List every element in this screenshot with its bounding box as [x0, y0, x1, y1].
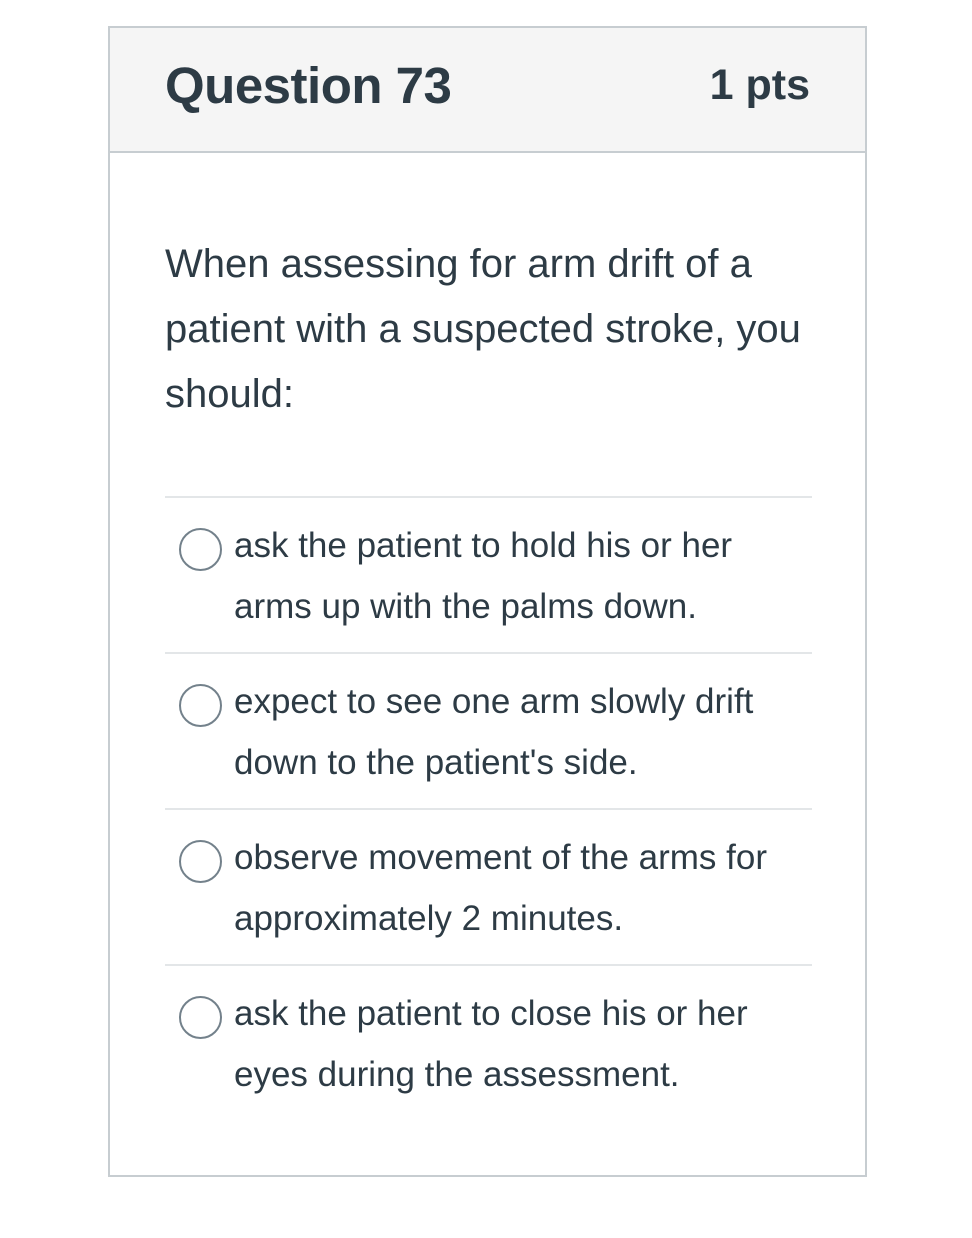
- question-text: When assessing for arm drift of a patient with a suspected stroke, you should:: [165, 242, 801, 416]
- answer-label[interactable]: expect to see one arm slowly drift down to the patient's side.: [234, 682, 754, 782]
- radio-button-icon[interactable]: [179, 996, 222, 1039]
- answer-label[interactable]: ask the patient to close his or her eyes during the assessment.: [234, 994, 748, 1094]
- answer-option-3[interactable]: [165, 808, 812, 964]
- question-header: [110, 28, 865, 153]
- question-title: Question 73: [165, 57, 452, 114]
- radio-button-icon[interactable]: [179, 528, 222, 571]
- radio-button-icon[interactable]: [179, 840, 222, 883]
- answer-option-1[interactable]: [165, 496, 812, 652]
- question-points: 1 pts: [709, 61, 810, 109]
- answer-label[interactable]: observe movement of the arms for approximately 2 minutes.: [234, 838, 767, 938]
- question-card: [108, 26, 867, 1177]
- radio-button-icon[interactable]: [179, 684, 222, 727]
- answer-option-2[interactable]: [165, 652, 812, 808]
- answer-label[interactable]: ask the patient to hold his or her arms up with the palms down.: [234, 526, 733, 626]
- answer-list: [165, 496, 812, 1104]
- answer-option-4[interactable]: [165, 964, 812, 1104]
